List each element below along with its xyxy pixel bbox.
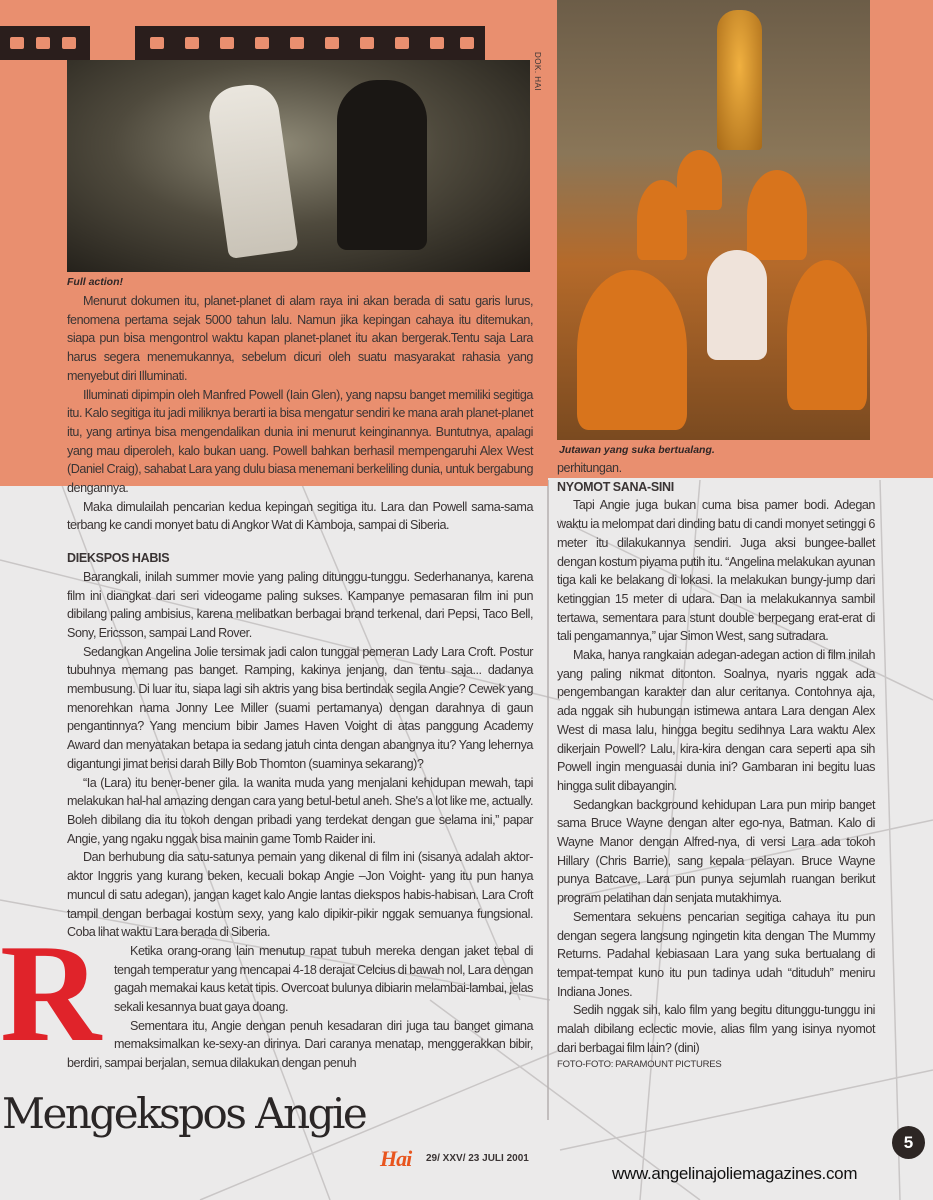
paragraph: Menurut dokumen itu, planet-planet di alam raya ini akan berada di satu garis lurus, fenomena pertama sejak 5000 tahun lalu. Namun jika kepingan cahaya itu ditemukan, siapa pun bisa mengontrol waktu kapan planet-planet itu akan bergerak.Tentu saja Lara harus segera menemukannya, sebelum dicuri oleh suatu masyarakat rahasia yang menyebut diri Illuminati. [67, 294, 533, 383]
paragraph: perhitungan. [557, 461, 622, 475]
section-heading: DIEKSPOS HABIS [67, 551, 170, 566]
right-article-column [557, 459, 875, 1071]
issue-date: 29/ XXV/ 23 JULI 2001 [426, 1153, 529, 1164]
photo-credit-vertical: DOK. HAI [533, 52, 542, 92]
paragraph: Illuminati dipimpin oleh Manfred Powell (Iain Glen), yang napsu banget memiliki segitiga itu. Kalo segitiga itu jadi miliknya berarti ia bisa mengatur sendiri ke mana arah planet-planet itu, yang artinya bisa mengendalikan dunia ini menurut keinginannya. Buntutnya, apalagi yang mau diperoleh, kalo bukan uang. Powell bahkan berhasil mempengaruhi Alex West (Daniel Craig), sahabat Lara yang dulu biasa menemani berkeliling dunia, untuk bergabung dengannya. [67, 387, 533, 496]
photo-credit: FOTO-FOTO: PARAMOUNT PICTURES [557, 1058, 722, 1070]
paragraph: Dan berhubung dia satu-satunya pemain yang dikenal di film ini (sisanya adalah aktor-aktor Inggris yang kurang beken, kecuali bokap Angie –Jon Voight- yang itu pun hanya muncul di satu adegan), jangan kaget kalo Angie lantas diekspos habis-habisan. Lara Croft tampil dengan berbagai kostum sexy, yang kalo dipikir-pikir nggak semuanya fungsional. Coba lihat waktu Lara berada di Siberia. [67, 850, 533, 940]
paragraph: Sementara itu, Angie dengan penuh kesadaran diri juga tau banget gimana memaksimalkan ke-sexy-an dirinya. Dari caranya menatap, menggerakkan bibir, berdiri, sampai berjalan, semua dilakukan dengan penuh [67, 1018, 533, 1071]
film-strip-decoration [135, 26, 485, 60]
photo-full-action [67, 60, 530, 272]
paragraph: Sedangkan background kehidupan Lara pun mirip banget sama Bruce Wayne dengan alter ego-nya, Batman. Kalo di Wayne Manor dengan Alfred-nya, di versi Lara ada tokoh Hillary (Chris Barrie), sang kepala pelayan. Bruce Wayne punya Batcave, Lara pun punya sejumlah ruangan berikut program pelatihan dan senjata mutakhimya. [557, 797, 875, 906]
paragraph: Maka, hanya rangkaian adegan-adegan action di film inilah yang paling nikmat ditonton. Soalnya, nyaris nggak ada pengembangan karakter dan alur ceritanya. Contohnya aja, ada nggak sih hubungan istimewa antara Lara dengan Alex West di masa lalu, hingga begitu sedihnya Lara waktu Alex dikerjain Powell? Lalu, kira-kira dengan cara seperti apa sih Powell ingin menguasai dunia ini? Gambaran ini begitu luas hingga sulit dibayangin. [557, 648, 875, 793]
paragraph: Tapi Angie juga bukan cuma bisa pamer bodi. Adegan waktu ia melompat dari dinding batu di candi monyet setinggi 6 meter itu dilakukannya sendiri. Juga aksi bungee-ballet dengan kostum piyama putih itu. “Angelina melakukan ayunan tiga kali ke belakang di lokasi. Ia melakukan bungy-jump dari ketinggian 15 meter di udara. Dan ia melakukannya sambil tertawa, sementara para stunt double berpegang erat-erat di tali pengamannya,” ujar Simon West, sang sutradara. [557, 498, 875, 644]
left-article-column [0, 292, 533, 1073]
caption-full-action: Full action! [67, 276, 123, 288]
photo-monks-temple [557, 0, 870, 440]
paragraph: Barangkali, inilah summer movie yang paling ditunggu-tunggu. Sederhananya, karena film ini diangkat dari seri videogame paling sukses. Kampanye pemasaran film ini pun dibilang paling ambisius, karena melibatkan berbagai brand terkenal, dari Pepsi, Taco Bell, Sony, Ericsson, sampai Land Rover. [67, 569, 533, 640]
paragraph: Sedih nggak sih, kalo film yang begitu ditunggu-tunggu ini malah dibilang eclectic movie, alias film yang isinya nyomot dari berbagai film lain? (dini) [557, 1003, 875, 1055]
paragraph: “Ia (Lara) itu bener-bener gila. Ia wanita muda yang menjalani kehidupan mewah, tapi melakukan hal-hal amazing dengan cara yang betul-betul aneh. She's a lot like me, actually. Boleh dibilang dia itu tokoh dengan pribadi yang terdekat dengan gue selama ini,” papar Angie, yang ngaku nggak bisa mainin game Tomb Raider ini. [67, 775, 533, 846]
paragraph: Sedangkan Angelina Jolie tersimak jadi calon tunggal pemeran Lady Lara Croft. Postur tubuhnya memang pas banget. Ramping, kakinya jenjang, dan tentu saja... dadanya membusung. Di luar itu, siapa lagi sih aktris yang bisa bertindak segila Angie? Cewek yang menorehkan nama Jonny Lee Miller (suami pertamanya) dengan darahnya di gaun pengantinnya? Yang mencium bibir James Haven Voight di atas panggung Academy Award dan menyatakan betapa ia sedang jatuh cinta dengan abangnya itu? Yang lehernya digantungi jimat berisi darah Billy Bob Thomton (suaminya sekarang)? [67, 644, 533, 771]
film-strip-decoration [0, 26, 90, 60]
paragraph: Maka dimulailah pencarian kedua kepingan segitiga itu. Lara dan Powell sama-sama terbang ke candi monyet batu di Angkor Wat di Kamboja, sampai di Siberia. [67, 499, 533, 533]
section-heading: NYOMOT SANA-SINI [557, 479, 674, 494]
paragraph: Ketika orang-orang lain menutup rapat tubuh mereka dengan jaket tebal di tengah temperatur yang mencapai 4-18 derajat Celcius di bawah nol, Lara dengan gagah memakai kaus ketat tipis. Overcoat bulunya dibiarin melambai-lambai, jelas sekali kesannya buat gaya doang. [114, 943, 533, 1015]
article-title: Mengekspos Angie [2, 1089, 366, 1138]
page-number: 5 [892, 1126, 925, 1159]
hai-logo: Hai [380, 1146, 412, 1171]
drop-letter: R [0, 941, 101, 1046]
caption-monks: Jutawan yang suka bertualang. [559, 444, 715, 456]
website-url[interactable]: www.angelinajoliemagazines.com [612, 1164, 858, 1183]
paragraph: Sementara sekuens pencarian segitiga cahaya itu pun dengan segera langsung ngingetin kita dengan The Mummy Returns. Padahal kebiasaan Lara yang suka bertualang di tempat-tempat kuno itu pun tadinya udah “dituduh” meniru Indiana Jones. [557, 909, 875, 999]
